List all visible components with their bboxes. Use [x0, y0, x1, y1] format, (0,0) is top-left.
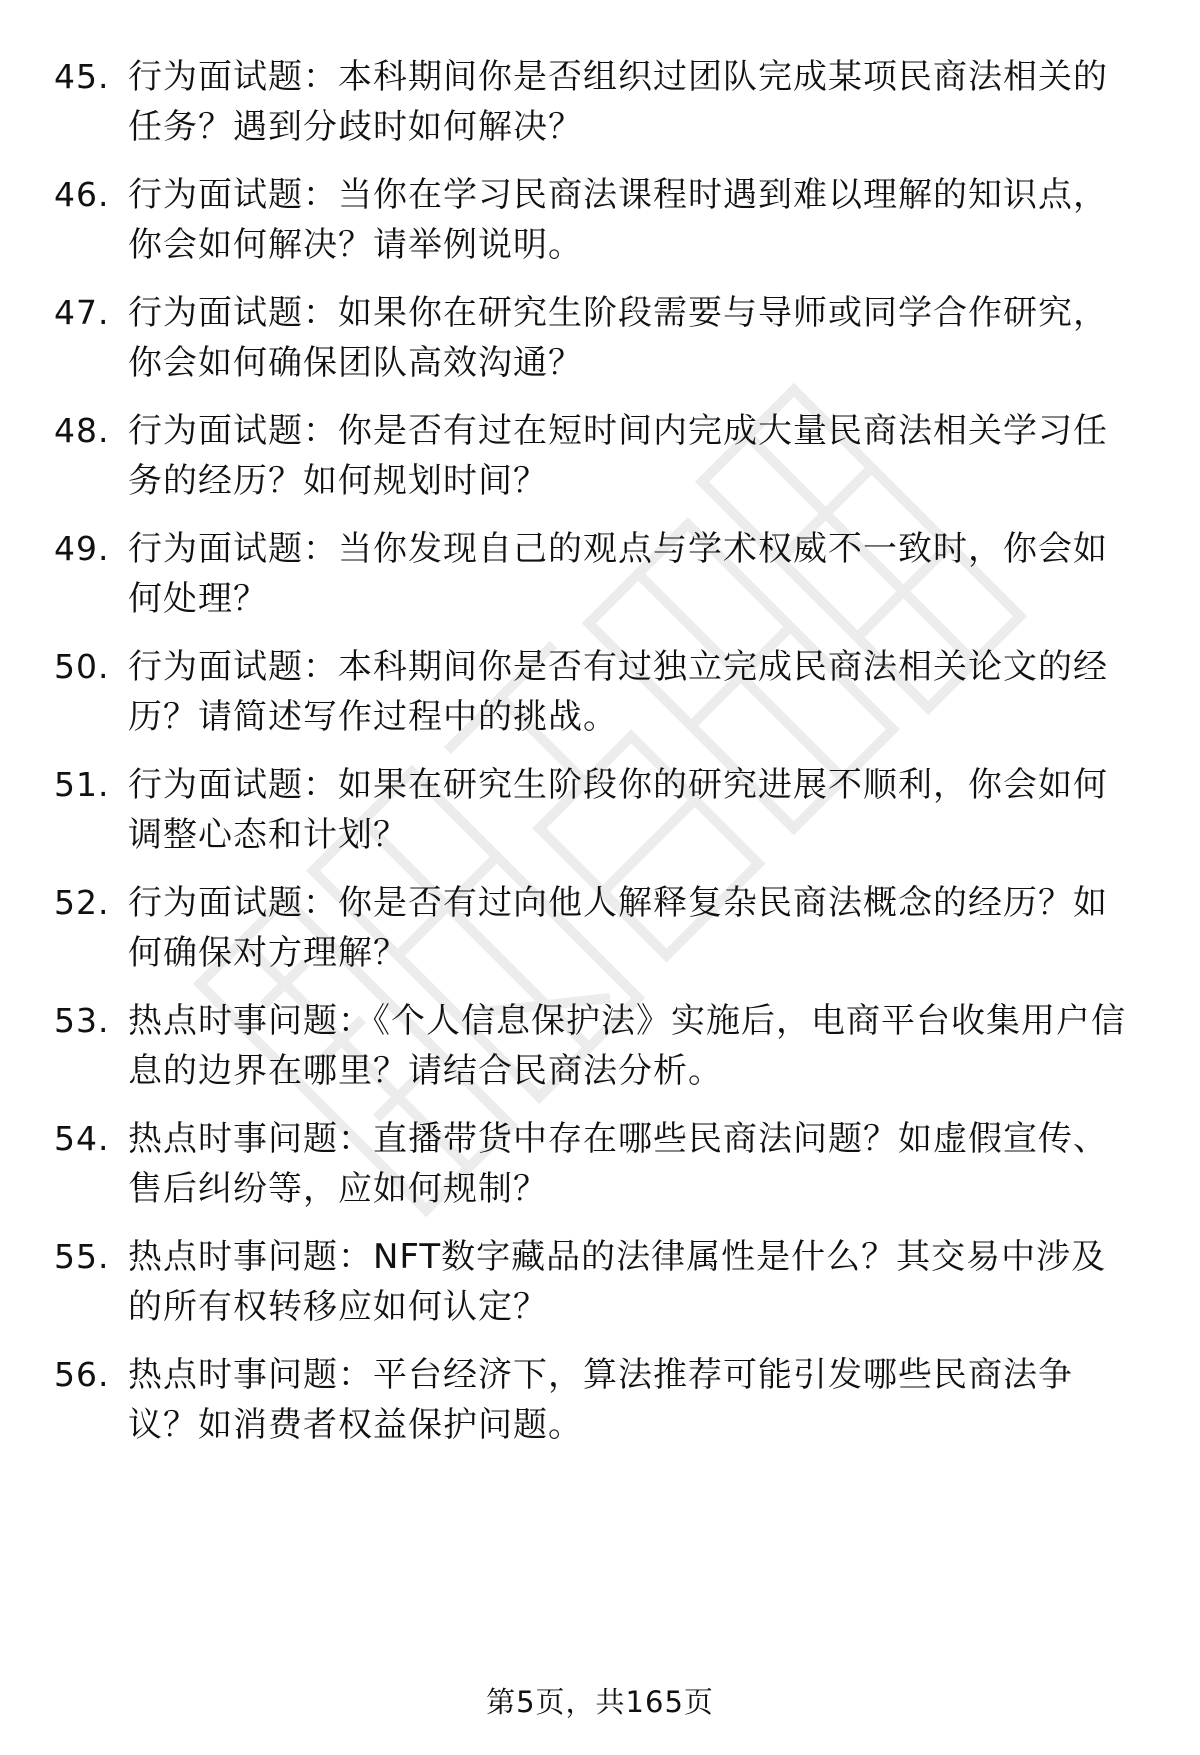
question-number: 50. — [54, 647, 110, 686]
question-item — [0, 642, 1200, 752]
question-text: 热点时事问题：平台经济下，算法推荐可能引发哪些民商法争议？如消费者权益保护问题。 — [128, 1355, 1073, 1445]
question-text: 行为面试题：如果在研究生阶段你的研究进展不顺利，你会如何调整心态和计划？ — [128, 765, 1108, 855]
question-item — [0, 1114, 1200, 1224]
question-number: 49. — [54, 529, 110, 568]
question-text: 行为面试题：当你发现自己的观点与学术权威不一致时，你会如何处理？ — [128, 529, 1108, 619]
question-number: 52. — [54, 883, 110, 922]
question-number: 48. — [54, 411, 110, 450]
question-item — [0, 288, 1200, 398]
question-item — [0, 1350, 1200, 1460]
question-number: 46. — [54, 175, 110, 214]
question-item — [0, 524, 1200, 634]
question-text: 热点时事问题：直播带货中存在哪些民商法问题？如虚假宣传、售后纠纷等，应如何规制？ — [128, 1119, 1108, 1209]
question-number: 47. — [54, 293, 110, 332]
question-number: 56. — [54, 1355, 110, 1394]
question-number: 45. — [54, 57, 110, 96]
question-item — [0, 996, 1200, 1106]
question-text: 行为面试题：本科期间你是否组织过团队完成某项民商法相关的任务？遇到分歧时如何解决？ — [128, 57, 1108, 147]
page-footer: 第5页，共165页 — [486, 1685, 714, 1719]
question-item — [0, 1232, 1200, 1342]
question-text: 行为面试题：当你在学习民商法课程时遇到难以理解的知识点，你会如何解决？请举例说明。 — [128, 175, 1108, 265]
question-number: 53. — [54, 1001, 110, 1040]
question-item — [0, 170, 1200, 280]
question-item — [0, 760, 1200, 870]
question-text: 热点时事问题：《个人信息保护法》实施后，电商平台收集用户信息的边界在哪里？请结合民商法分析。 — [128, 1001, 1126, 1091]
question-text: 行为面试题：你是否有过在短时间内完成大量民商法相关学习任务的经历？如何规划时间？ — [128, 411, 1108, 501]
question-number: 51. — [54, 765, 110, 804]
question-number: 54. — [54, 1119, 110, 1158]
question-number: 55. — [54, 1237, 110, 1276]
question-item — [0, 878, 1200, 988]
question-text: 行为面试题：本科期间你是否有过独立完成民商法相关论文的经历？请简述写作过程中的挑战。 — [128, 647, 1108, 737]
question-text: 热点时事问题：NFT数字藏品的法律属性是什么？其交易中涉及的所有权转移应如何认定？ — [128, 1237, 1107, 1327]
question-item — [0, 52, 1200, 162]
question-text: 行为面试题：如果你在研究生阶段需要与导师或同学合作研究，你会如何确保团队高效沟通？ — [128, 293, 1108, 383]
question-text: 行为面试题：你是否有过向他人解释复杂民商法概念的经历？如何确保对方理解？ — [128, 883, 1108, 973]
question-item — [0, 406, 1200, 516]
